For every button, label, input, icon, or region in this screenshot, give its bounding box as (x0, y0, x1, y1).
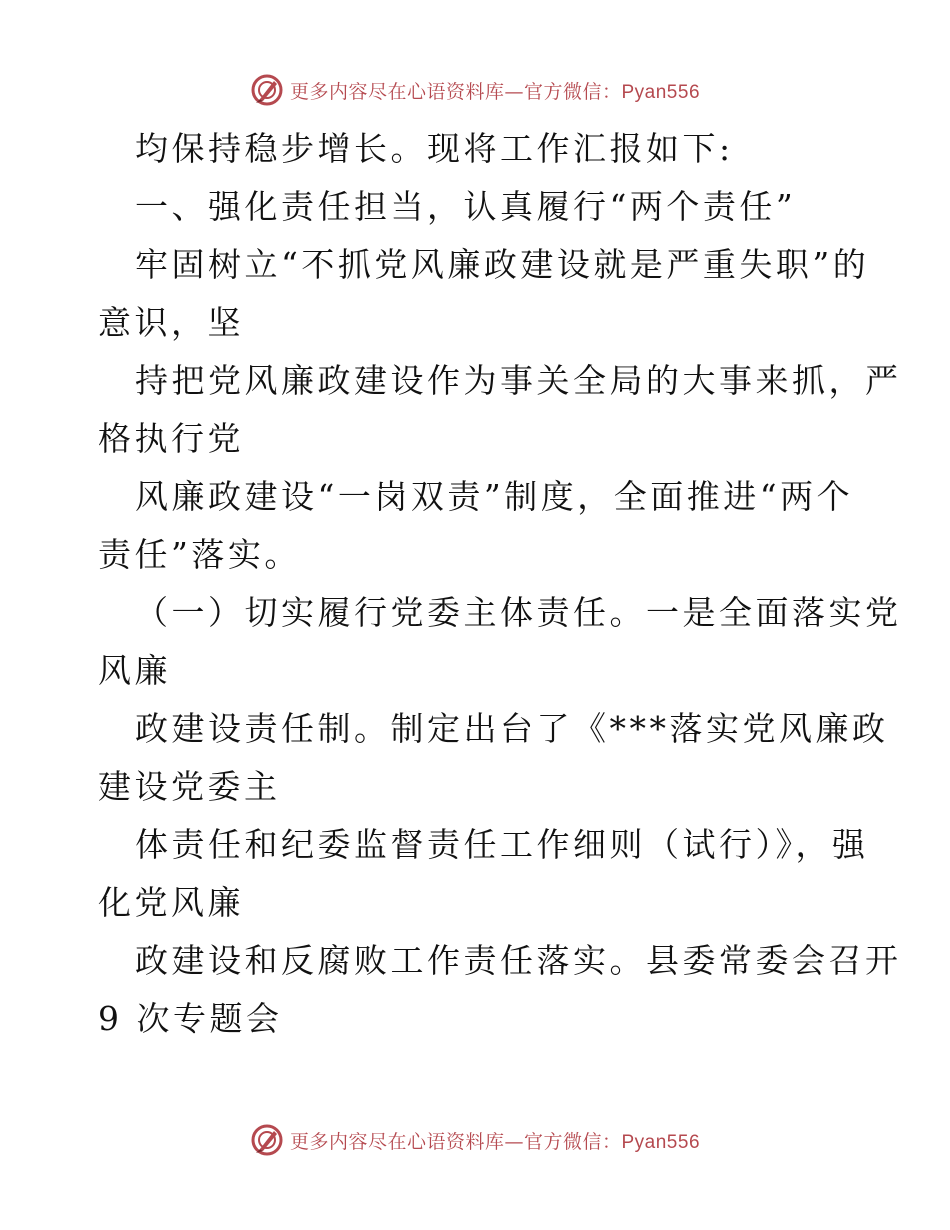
text-line: 牢固树立“不抓党风廉政建设就是严重失职”的 (135, 245, 870, 284)
text-line: 9 次专题会 (98, 999, 283, 1038)
text-line: 均保持稳步增长。现将工作汇报如下: (135, 129, 734, 168)
text-line: 政建设责任制。制定出台了《***落实党风廉政 (135, 709, 889, 748)
text-line: 风廉 (98, 651, 171, 690)
text-line: 化党风廉 (98, 883, 244, 922)
text-line: 建设党委主 (98, 767, 281, 806)
header-wechat-handle: Pyan556 (621, 81, 701, 103)
text-line: 格执行党 (98, 419, 244, 458)
text-line: 意识，坚 (98, 303, 244, 342)
footer-banner (0, 1120, 950, 1160)
red-circle-pen-icon (250, 73, 284, 107)
text-line: 持把党风廉政建设作为事关全局的大事来抓，严 (135, 361, 902, 400)
document-body (98, 120, 902, 1048)
text-line: 体责任和纪委监督责任工作细则（试行）》，强 (135, 825, 869, 864)
text-line: 风廉政建设“一岗双责”制度，全面推进“两个 (135, 477, 854, 516)
header-banner-text: 更多内容尽在心语资料库—官方微信：Pyan556 (289, 80, 701, 103)
section-heading: 一、强化责任担当，认真履行“两个责任” (135, 187, 797, 226)
footer-wechat-handle: Pyan556 (621, 1131, 701, 1153)
red-circle-pen-icon (250, 1123, 284, 1157)
text-line: 政建设和反腐败工作责任落实。县委常委会召开 (135, 941, 902, 980)
subsection-heading: （一）切实履行党委主体责任。一是全面落实党 (135, 593, 902, 632)
text-line: 责任”落实。 (98, 535, 301, 574)
header-banner (0, 70, 950, 110)
footer-banner-text: 更多内容尽在心语资料库—官方微信：Pyan556 (289, 1130, 701, 1153)
